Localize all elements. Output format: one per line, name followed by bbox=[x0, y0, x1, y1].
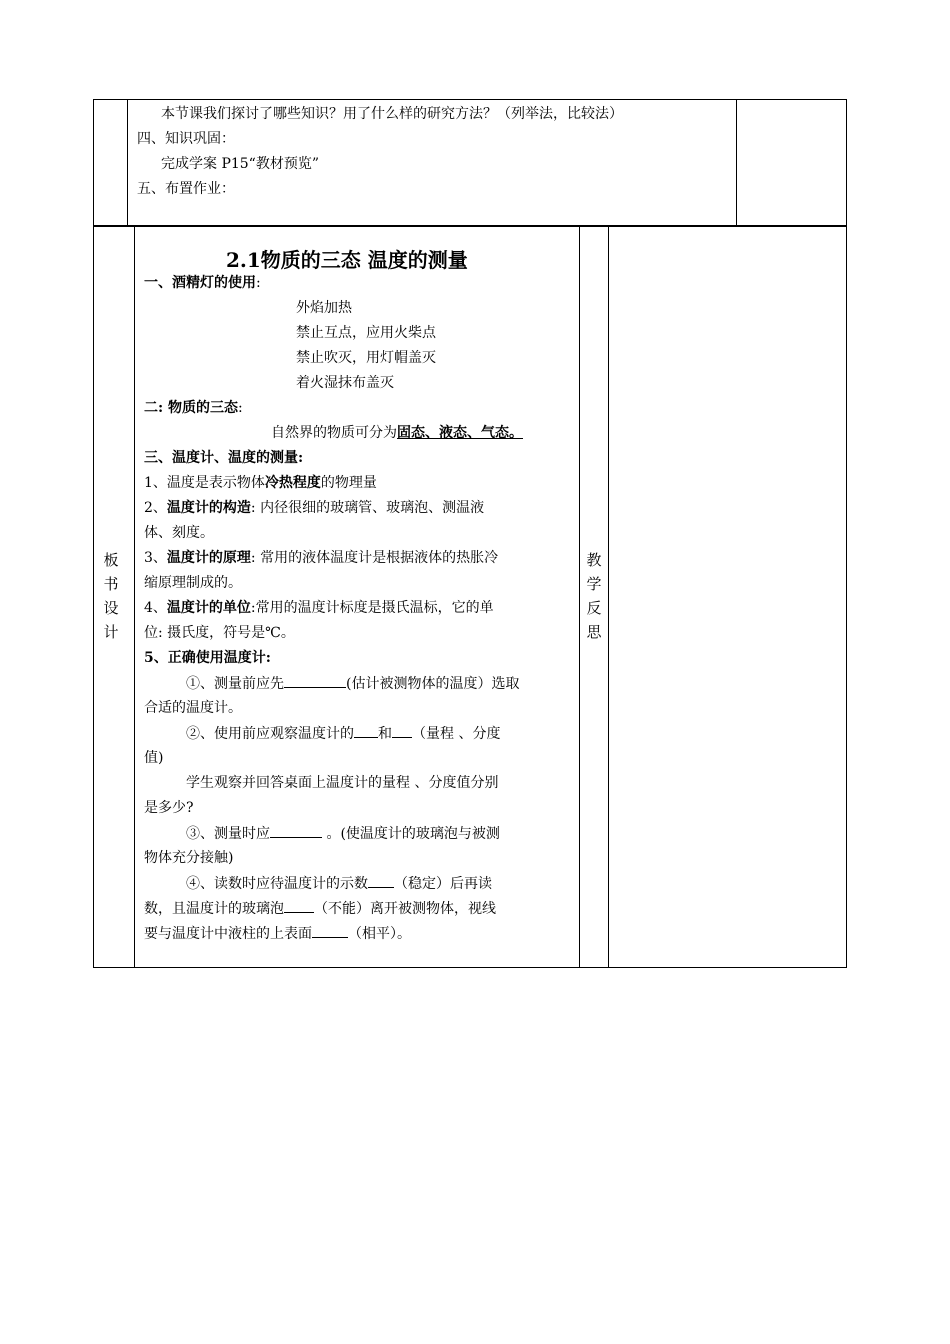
point-thermometer-principle-cont: 缩原理制成的。 bbox=[144, 575, 242, 591]
board-title: 2.1物质的三态 温度的测量 bbox=[226, 248, 468, 272]
label-teaching-reflection: 教 学 反 思 bbox=[586, 551, 602, 641]
usage-step-2: ②、使用前应观察温度计的 和 （量程 、分度 bbox=[186, 723, 500, 744]
point-thermometer-principle: 3、温度计的原理: 常用的液体温度计是根据液体的热胀冷 bbox=[144, 550, 499, 566]
fill-blank[interactable] bbox=[392, 723, 412, 738]
fill-blank[interactable] bbox=[270, 823, 322, 838]
section-thermometer-heading: 三、温度计、温度的测量: bbox=[144, 450, 304, 466]
fill-blank[interactable] bbox=[354, 723, 378, 738]
consolidation-task: 完成学案 P15“教材预览” bbox=[161, 156, 319, 172]
alcohol-lamp-rule: 着火湿抹布盖灭 bbox=[296, 375, 394, 391]
section-three-states-heading: 二: 物质的三态: bbox=[144, 400, 243, 416]
section-heading-homework: 五、布置作业： bbox=[137, 181, 235, 197]
point-thermometer-structure-cont: 体、刻度。 bbox=[144, 525, 214, 541]
usage-step-4-cont2: 要与温度计中液柱的上表面 （相平）。 bbox=[144, 923, 411, 944]
summary-question: 本节课我们探讨了哪些知识？用了什么样的研究方法？（列举法，比较法） bbox=[161, 106, 623, 122]
point-thermometer-unit: 4、温度计的单位:常用的温度计标度是摄氏温标，它的单 bbox=[144, 600, 494, 616]
alcohol-lamp-rule: 禁止互点，应用火柴点 bbox=[296, 325, 436, 341]
usage-step-2-cont: 值) bbox=[144, 750, 164, 766]
point-thermometer-structure: 2、温度计的构造: 内径很细的玻璃管、玻璃泡、测温液 bbox=[144, 500, 485, 516]
label-board-design: 板 书 设 计 bbox=[103, 551, 119, 641]
fill-blank[interactable] bbox=[368, 873, 394, 888]
student-observation: 学生观察并回答桌面上温度计的量程 、分度值分别 bbox=[186, 775, 499, 791]
usage-step-4: ④、读数时应待温度计的示数 （稳定）后再读 bbox=[186, 873, 492, 894]
usage-step-3-cont: 物体充分接触) bbox=[144, 850, 234, 866]
board-left-divider bbox=[134, 226, 135, 968]
usage-step-4-cont: 数，且温度计的玻璃泡 （不能）离开被测物体，视线 bbox=[144, 898, 496, 919]
fill-blank[interactable] bbox=[284, 898, 314, 913]
point-temperature-definition: 1、温度是表示物体冷热程度的物理量 bbox=[144, 475, 377, 491]
board-mid-divider bbox=[579, 226, 580, 968]
alcohol-lamp-rule: 外焰加热 bbox=[296, 300, 352, 316]
top-right-divider bbox=[736, 99, 737, 226]
three-states-statement: 自然界的物质可分为固态、液态、气态。 bbox=[271, 425, 523, 441]
section-heading-consolidation: 四、知识巩固： bbox=[137, 131, 235, 147]
section-alcohol-lamp-heading: 一、酒精灯的使用: bbox=[144, 275, 261, 291]
fill-blank[interactable] bbox=[284, 673, 346, 688]
usage-step-1-cont: 合适的温度计。 bbox=[144, 700, 242, 716]
board-right-divider bbox=[608, 226, 609, 968]
point-thermometer-unit-cont: 位: 摄氏度，符号是℃。 bbox=[144, 625, 295, 641]
student-observation-cont: 是多少? bbox=[144, 800, 194, 816]
point-correct-usage-heading: 5、正确使用温度计: bbox=[144, 650, 271, 666]
alcohol-lamp-rule: 禁止吹灭，用灯帽盖灭 bbox=[296, 350, 436, 366]
usage-step-3: ③、测量时应 。(使温度计的玻璃泡与被测 bbox=[186, 823, 500, 844]
top-left-divider bbox=[127, 99, 128, 226]
usage-step-1: ①、测量前应先 (估计被测物体的温度）选取 bbox=[186, 673, 519, 694]
fill-blank[interactable] bbox=[312, 923, 348, 938]
